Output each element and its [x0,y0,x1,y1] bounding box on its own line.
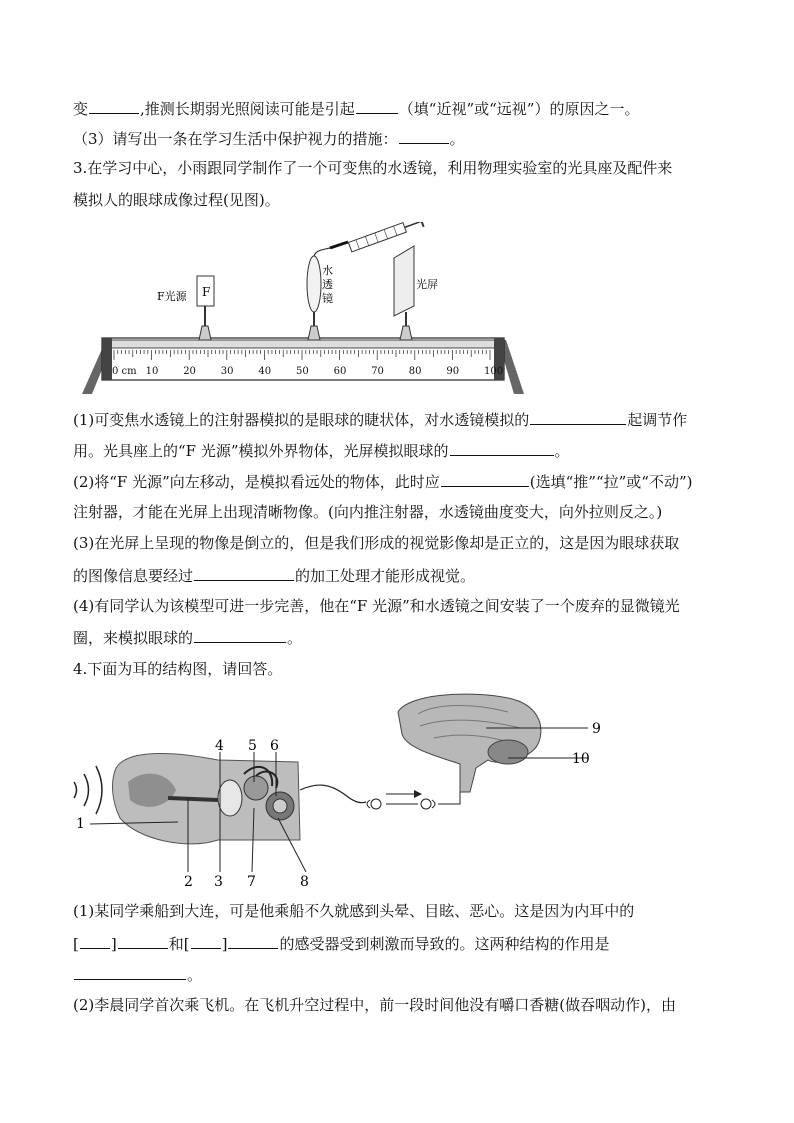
answer-blank[interactable] [194,627,286,643]
text-line: (1)某同学乘船到大连，可是他乘船不久就感到头晕、目眩、恶心。这是因为内耳中的 [73,902,635,920]
text-fragment: 变 [73,100,89,118]
label-3: 3 [214,874,223,890]
text-fragment: 用。光具座上的“F 光源”模拟外界物体，光屏模拟眼球的 [73,442,449,460]
answer-blank[interactable] [74,964,186,980]
text-fragment: 。 [187,966,203,984]
text-fragment: 的感受器受到刺激而导致的。这两种结构的作用是 [279,935,610,953]
text-line: (2)李晨同学首次乘飞机。在飞机升空过程中，前一段时间他没有嚼口香糖(做吞咽动作)，由 [73,996,676,1014]
answer-blank[interactable] [441,471,529,487]
question-3-intro-cont: 模拟人的眼球成像过程(见图)。 [73,191,280,209]
water-lens [307,256,321,312]
answer-blank[interactable] [194,565,294,581]
text-fragment: [ [73,935,79,953]
scale-tick-label: 100 [484,366,504,377]
answer-blank[interactable] [228,933,278,949]
label-9: 9 [592,721,601,737]
lens-label-char: 镜 [322,292,333,305]
scale-tick-label: 10 [145,366,159,377]
text-line: (4)有同学认为该模型可进一步完善，他在“F 光源”和水透镜之间安装了一个废弃的显微镜光 [73,597,680,615]
text-fragment: 和[ [168,935,190,953]
optical-bench-figure [78,222,528,400]
scale-tick-label: 60 [333,366,347,377]
answer-blank[interactable] [530,409,626,425]
text-line [73,627,302,648]
text-fragment: 起调节作 [627,411,688,429]
text-fragment: （3）请写出一条在学习生活中保护视力的措施： [73,130,398,148]
text-fragment: (选填“推”“拉”或“不动”) [529,473,693,491]
answer-blank[interactable] [118,933,168,949]
cerebellum [488,740,528,764]
label-7: 7 [247,874,256,890]
question-4-intro: 4.下面为耳的结构图，请回答。 [73,660,283,678]
text-line [73,409,687,430]
answer-blank[interactable] [80,933,110,949]
text-fragment: ] [221,935,228,953]
label-10: 10 [572,751,590,767]
text-line [73,933,609,954]
text-fragment: （填“近视”或“远视”）的原因之一。 [398,100,640,118]
text-fragment: 的加工处理才能形成视觉。 [295,567,476,585]
text-fragment: 的图像信息要经过 [73,567,194,585]
scale-tick-label: 0 cm [112,366,137,377]
lens-label-char: 水 [322,264,333,277]
answer-blank[interactable] [191,933,221,949]
answer-blank[interactable] [399,128,449,144]
label-1: 1 [76,816,85,832]
label-5: 5 [248,738,257,754]
label-2: 2 [184,874,193,890]
answer-blank[interactable] [450,440,554,456]
scale-tick-label: 90 [446,366,460,377]
scale-tick-label: 20 [183,366,196,377]
text-fragment: 。 [449,130,465,148]
text-fragment: ,推测长期弱光照阅读可能是引起 [140,100,355,118]
text-fragment: (2)将“F 光源”向左移动，是模拟看远处的物体，此时应 [73,473,440,491]
ear-structure-figure [68,690,608,890]
lens-label-char: 透 [322,278,333,291]
text-fragment: 圈，来模拟眼球的 [73,629,194,647]
light-screen [394,246,414,316]
label-4: 4 [215,738,224,754]
ear-canal [168,798,218,800]
light-source-label: F光源 [157,290,187,303]
text-line [73,128,465,149]
text-line: (3)在光屏上呈现的物像是倒立的，但是我们形成的视觉影像却是正立的，这是因为眼球获取 [73,534,680,552]
scale-tick-label: 80 [408,366,422,377]
label-6: 6 [270,738,279,754]
text-fragment: 。 [554,442,570,460]
light-source-letter: F [202,285,211,299]
screen-label: 光屏 [416,278,438,291]
text-line [73,964,202,985]
scale-tick-label: 40 [258,366,272,377]
text-line [73,471,692,492]
text-line [73,98,639,119]
text-fragment: ] [110,935,117,953]
answer-blank[interactable] [356,98,398,114]
text-line: 注射器，才能在光屏上出现清晰物像。(向内推注射器，水透镜曲度变大，向外拉则反之。) [73,503,663,521]
text-fragment: (1)可变焦水透镜上的注射器模拟的是眼球的睫状体，对水透镜模拟的 [73,411,530,429]
text-fragment: 。 [287,629,303,647]
scale-tick-label: 30 [220,366,234,377]
scale-tick-label: 50 [296,366,309,377]
answer-blank[interactable] [89,98,139,114]
question-3-intro: 3.在学习中心，小雨跟同学制作了一个可变焦的水透镜，利用物理实验室的光具座及配件来 [73,159,673,177]
scale-tick-label: 70 [371,366,384,377]
label-8: 8 [300,874,309,890]
text-line [73,565,475,586]
text-line [73,440,570,461]
